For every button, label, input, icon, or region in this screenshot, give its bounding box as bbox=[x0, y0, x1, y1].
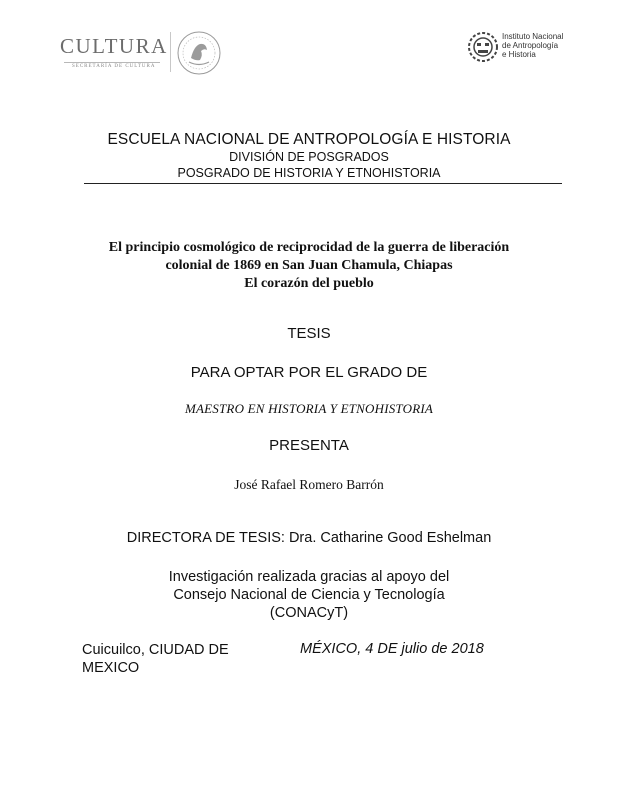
place bbox=[82, 641, 272, 677]
mexico-seal-icon bbox=[176, 30, 222, 76]
inah-line-2: de Antropología bbox=[502, 41, 559, 50]
cultura-logo-text: CULTURA bbox=[60, 34, 168, 58]
document-type: TESIS bbox=[287, 325, 331, 342]
logo-divider bbox=[170, 32, 171, 72]
thesis-subtitle: El corazón del pueblo bbox=[244, 276, 374, 291]
cultura-logo-subtitle: SECRETARÍA DE CULTURA bbox=[72, 64, 156, 69]
cultura-logo bbox=[58, 30, 226, 76]
funding-line-1: Investigación realizada gracias al apoyo del bbox=[168, 569, 450, 585]
school-name: ESCUELA NACIONAL DE ANTROPOLOGÍA E HISTORIA bbox=[107, 131, 511, 148]
inah-logo bbox=[466, 30, 578, 66]
inah-emblem-icon bbox=[466, 30, 500, 64]
program-name: POSGRADO DE HISTORIA Y ETNOHISTORIA bbox=[177, 166, 441, 180]
inah-name bbox=[502, 32, 563, 59]
place-line-2: MEXICO bbox=[82, 660, 140, 676]
presents-label: PRESENTA bbox=[269, 437, 349, 454]
thesis-director: DIRECTORA DE TESIS: Dra. Catharine Good Eshelman bbox=[126, 530, 492, 546]
thesis-title-line-1: El principio cosmológico de reciprocidad de la guerra de liberación bbox=[108, 240, 510, 255]
inah-line-1: Instituto Nacional bbox=[502, 32, 564, 41]
funding-line-3: (CONACyT) bbox=[269, 605, 349, 621]
inah-line-3: e Historia bbox=[502, 50, 536, 59]
degree-purpose: PARA OPTAR POR EL GRADO DE bbox=[190, 364, 428, 381]
funding-acknowledgement bbox=[0, 568, 618, 622]
author-name: José Rafael Romero Barrón bbox=[234, 477, 384, 492]
date: MÉXICO, 4 DE julio de 2018 bbox=[300, 641, 484, 657]
header-rule bbox=[84, 183, 562, 184]
thesis-title bbox=[0, 239, 618, 293]
place-line-1: Cuicuilco, CIUDAD DE bbox=[82, 642, 229, 658]
thesis-title-line-2: colonial de 1869 en San Juan Chamula, Chiapas bbox=[165, 258, 453, 273]
division-name: DIVISIÓN DE POSGRADOS bbox=[229, 150, 389, 164]
funding-line-2: Consejo Nacional de Ciencia y Tecnología bbox=[173, 587, 445, 603]
cultura-logo-rule bbox=[64, 62, 160, 63]
degree-name: MAESTRO EN HISTORIA Y ETNOHISTORIA bbox=[184, 401, 434, 416]
